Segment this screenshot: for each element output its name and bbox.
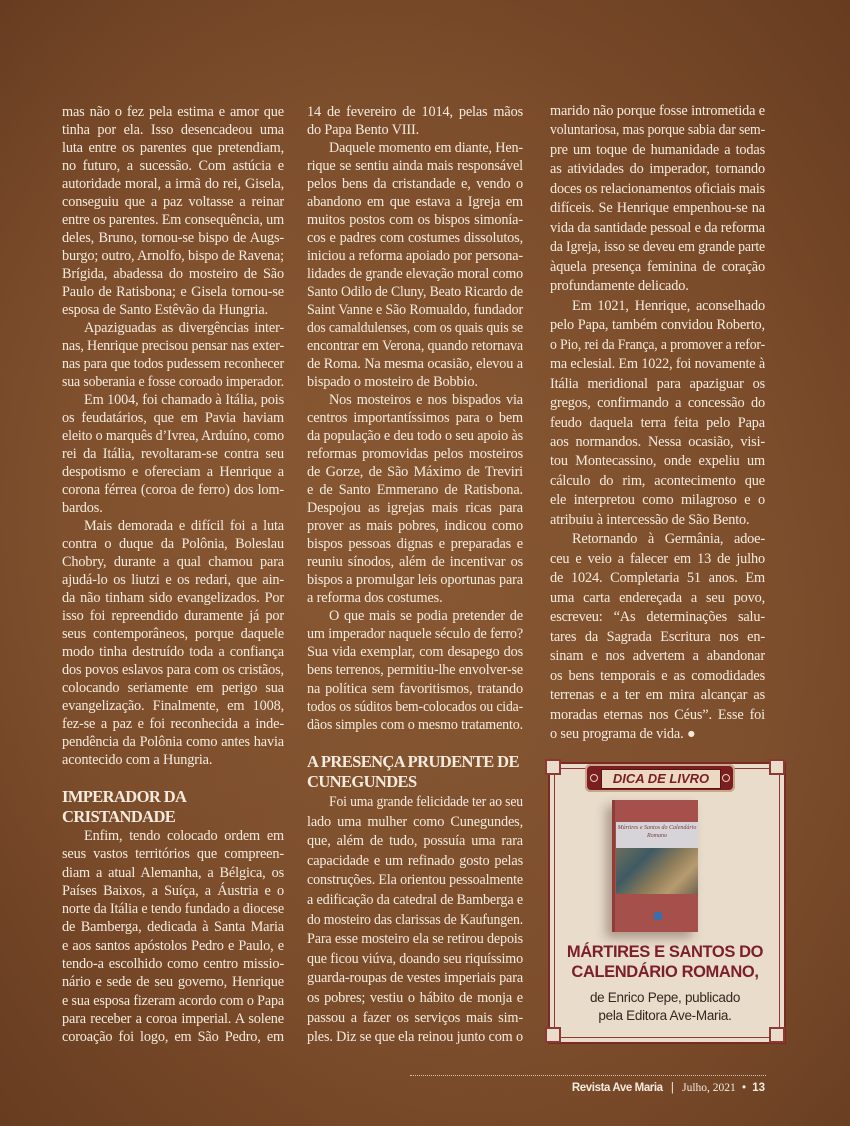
text-line: Retornando à Germânia, adoe- [572, 531, 765, 548]
text-line: as atividades do imperador, tornando [550, 161, 765, 178]
page-footer [572, 1082, 765, 1094]
text-line: tou Montecassino, onde expeliu um [550, 453, 765, 470]
text-line: terrenas e a ter em mira alcançar as [550, 687, 765, 704]
text-line: conseguiu que a paz voltasse a reinar [62, 194, 284, 210]
text-line: Para esse mosteiro ela se retirou depois [307, 931, 523, 948]
text-line: ma eclesial. Em 1022, foi novamente à [550, 356, 765, 373]
text-line: acontecido com a Hungria. [62, 752, 213, 768]
ornament-dot [722, 774, 730, 782]
text-line: da população e deu todo o seu apoio às [307, 428, 523, 445]
text-line: mas não o fez pela estima e amor que [62, 104, 284, 120]
text-line: bens terrenos, permitiu-lhe envolver-se [307, 662, 523, 679]
text-line: rique se sentiu ainda mais responsável [307, 158, 523, 175]
text-line: encontrar em Verona, quando retornava [307, 338, 523, 355]
text-line: Sua vida exemplar, com desapego dos [307, 644, 523, 661]
text-line: reformas promovidas pelos mosteiros [307, 446, 523, 463]
text-line: o seu programa de vida. ● [550, 726, 696, 742]
book-tip-label: DICA DE LIVRO [601, 769, 721, 789]
text-line: contra o duque da Polônia, Boleslau [62, 536, 284, 552]
text-line: no futuro, a sucessão. Com astúcia e [62, 158, 284, 174]
text-line: deles, Bruno, tornou-se bispo de Augs- [62, 230, 284, 246]
text-line: abandono em que estava a Igreja em [307, 194, 523, 211]
text-line: Santo Odilo de Cluny, Beato Ricardo de [307, 284, 523, 301]
text-line: gregos, confirmando a concessão do [550, 395, 765, 412]
text-line: corona férrea (coroa de ferro) dos lom- [62, 482, 284, 498]
text-line: os bens temporais e as comodidades [550, 667, 765, 684]
text-line: feudo daquela terra feita pelo Papa [550, 414, 765, 431]
book-subtitle-line-1: de Enrico Pepe, publicado [589, 990, 741, 1005]
page-number: 13 [752, 1082, 765, 1094]
footer-separator: | [670, 1082, 674, 1094]
text-line: Daquele momento em diante, Hen- [329, 140, 523, 157]
text-line: de Roma. Na mesma ocasião, elevou a [307, 356, 523, 373]
text-line: O que mais se podia pretender de [329, 608, 523, 625]
text-line: norte da Itália e tendo fundado a diocese [62, 901, 284, 918]
text-line: vida da santidade pessoal e da reforma [550, 219, 765, 236]
text-line: Paulo de Ratisbona; e Gisela tornou-se [62, 284, 284, 300]
text-line: difíceis. Se Henrique empenhou-se na [550, 200, 765, 217]
column-1-text-bottom [62, 827, 284, 1047]
text-line: da não tinham sido evangelizados. Por [62, 590, 284, 606]
section-heading-imperador [62, 787, 284, 827]
text-line: sinam e nos advertem a abandonar [550, 648, 765, 665]
text-line: rei da Itália, revoltaram-se contra seu [62, 446, 284, 462]
text-line: Chobry, durante a qual chamou para [62, 554, 284, 570]
text-line: que ficou viúva, doando seu riquíssimo [307, 950, 523, 967]
ornament-corner [769, 759, 785, 775]
text-line: os pobres; vestiu o hábito de monja e [307, 989, 523, 1006]
text-line: voluntariosa, mas porque sabia dar sem- [550, 122, 765, 139]
text-line: lado uma mulher como Cunegundes, [307, 813, 523, 830]
book-title-line-2: CALENDÁRIO ROMANO, [571, 963, 759, 981]
text-line: tendo-a escolhido como centro missio- [62, 956, 284, 973]
book-subtitle-line-2: pela Editora Ave-Maria. [598, 1008, 732, 1023]
text-line: dãos simples com o mesmo tratamento. [307, 716, 523, 733]
text-line: do Papa Bento VIII. [307, 122, 420, 139]
text-line: fez-se a paz e foi reconhecida a inde- [62, 716, 284, 732]
text-line: uma carta endereçada a seu povo, [550, 589, 765, 606]
text-line: e aos santos apóstolos Pedro e Paulo, e [62, 937, 284, 954]
text-line: construções. Ela orientou pessoalmente [307, 872, 523, 889]
text-line: Itália meridional para apaziguar os [550, 375, 765, 392]
text-line: bardos. [62, 500, 103, 516]
text-line: capacidade e um refinado gosto pelas [307, 852, 523, 869]
text-line: bispos pessoas dignas e preparadas e [307, 536, 523, 553]
text-line: marido não porque fosse intrometida e [550, 103, 765, 119]
text-line: luta entre os parentes que pretendiam, [62, 140, 284, 156]
text-line: nário e sede de seu governo, Henrique [62, 974, 284, 991]
text-line: guarda-roupas de vestes imperiais para [307, 970, 523, 987]
text-line: doces os relacionamentos oficiais mais [550, 180, 765, 197]
text-line: um imperador naquele século de ferro? [307, 626, 523, 643]
text-line: nas, Henrique precisou pensar nas exter- [62, 338, 284, 354]
text-line: colocando seriamente em perigo sua [62, 680, 284, 696]
text-line: eleito o marquês d’Ivrea, Arduíno, como [62, 428, 284, 444]
ornament-corner [545, 759, 561, 775]
section-heading-cunegundes [307, 752, 523, 792]
text-line: Mais demorada e difícil foi a luta [84, 518, 284, 534]
heading-line: A PRESENÇA PRUDENTE DE [307, 752, 519, 771]
text-line: para receber a coroa imperial. A solene [62, 1010, 284, 1027]
text-line: ceu e veio a falecer em 13 de julho [550, 550, 765, 567]
text-line: iniciou a reforma apoiado por persona- [307, 248, 523, 265]
book-cover-image [612, 800, 698, 932]
text-line: aos normandos. Nessa ocasião, visi- [550, 433, 765, 450]
text-line: a reforma dos costumes. [307, 590, 443, 607]
text-line: pendência da Polônia como antes havia [62, 734, 284, 750]
text-line: modo tinha destruído toda a confiança [62, 644, 284, 660]
text-line: Brígida, abadessa do mosteiro de São [62, 266, 284, 282]
heading-line: IMPERADOR DA [62, 787, 187, 806]
footer-bullet: • [741, 1082, 746, 1094]
text-line: cálculo do rim, acontecimento que [550, 472, 765, 489]
text-line: despotismo e ofereciam a Henrique a [62, 464, 284, 480]
text-line: de 1024. Completaria 51 anos. Em [550, 570, 765, 587]
column-1-text-top [62, 103, 284, 769]
text-line: evangelização. Finalmente, em 1008, [62, 698, 284, 714]
publisher-logo-icon [654, 912, 662, 920]
text-line: tinha por ela. Isso desencadeou uma [62, 122, 284, 138]
text-line: todos os súditos bem-colocados ou cida- [307, 698, 523, 715]
text-line: centros importantíssimos para o bem [307, 410, 523, 427]
text-line: lidades de grande elevação moral como [307, 266, 523, 283]
text-line: de Gorze, de São Máximo de Treviri [307, 464, 523, 481]
text-line: Em 1004, foi chamado à Itália, pois [84, 392, 284, 408]
text-line: bispos a promulgar leis oportunas para [307, 572, 523, 589]
text-line: pre um toque de humanidade a todas [550, 141, 765, 158]
text-line: cos e padres com costumes dissolutos, [307, 230, 523, 247]
text-line: Apaziguadas as divergências inter- [84, 320, 284, 336]
text-line: entre os parentes. Em consequência, um [62, 212, 284, 228]
text-line: nas para que todos pudessem reconhecer [62, 356, 284, 372]
book-cover-title: Mártires e Santos do Calendário Romano [616, 822, 698, 848]
text-line: diam a atual Alemanha, a Bélgica, os [62, 864, 284, 881]
text-line: ajudá-lo os liutzi e os redari, que ain- [62, 572, 284, 588]
text-line: tares da Sagrada Escritura nos en- [550, 628, 765, 645]
text-line: coroação foi logo, em São Pedro, em [62, 1029, 284, 1046]
column-3-text [550, 102, 765, 744]
text-line: dos povos eslavos para com os cristãos, [62, 662, 284, 678]
text-line: que, além de tudo, possuía uma rara [307, 833, 523, 850]
text-line: Enfim, tendo colocado ordem em [84, 828, 284, 844]
text-line: pelo Papa, também convidou Roberto, [550, 317, 765, 334]
text-line: esposa de Santo Estêvão da Hungria. [62, 302, 268, 318]
text-line: seus contemporâneos, porque daquele [62, 626, 284, 642]
text-line: bispado o mosteiro de Bobbio. [307, 374, 478, 391]
text-line: os feudatários, que em Pavia haviam [62, 410, 284, 426]
text-line: prover as mais pobres, indicou como [307, 518, 523, 535]
heading-line: CRISTANDADE [62, 807, 176, 826]
text-line: reuniu sínodos, além de incentivar os [307, 554, 523, 571]
text-line: Saint Vanne e São Romualdo, fundador [307, 302, 523, 319]
text-line: da Igreja, isso se deveu em grande parte [550, 239, 765, 256]
text-line: 14 de fevereiro de 1014, pelas mãos [307, 104, 523, 120]
text-line: Foi uma grande felicidade ter ao seu [329, 794, 523, 810]
text-line: Países Baixos, a Suíça, a Áustria e o [62, 882, 284, 899]
text-line: de Bamberga, dedicada à Santa Maria [62, 919, 284, 936]
column-2-text-bottom [307, 793, 523, 1048]
text-line: Nos mosteiros e nos bispados via [329, 392, 523, 409]
text-line: sua soberania e fosse coroado imperador. [62, 374, 284, 390]
column-2-text-top [307, 103, 523, 734]
text-line: ele interpretou como milagroso e o [550, 492, 765, 509]
text-line: Em 1021, Henrique, aconselhado [572, 297, 765, 314]
text-line: moradas eternas nos Céus”. Esse foi [550, 706, 765, 723]
text-line: àquela presença feminina de coração [550, 258, 765, 275]
text-line: do mosteiro das clarissas de Kaufungen. [307, 911, 523, 928]
text-line: muitos postos com os bispos simonía- [307, 212, 523, 229]
text-line: e sua esposa fizeram acordo com o Papa [62, 992, 284, 1009]
text-line: Despojou as igrejas mais ricas para [307, 500, 523, 517]
text-line: o Pio, rei da França, a promover a refor- [550, 336, 765, 353]
magazine-name: Revista Ave Maria [571, 1082, 663, 1094]
ornament-corner [545, 1027, 561, 1043]
text-line: ples. Diz se que ela reinou junto com o [307, 1029, 523, 1046]
text-line: isso foi repreendido duramente já por [62, 608, 284, 624]
text-line: seus vastos territórios que compreen- [62, 846, 284, 863]
text-line: escreveu: “As determinações salu- [550, 609, 765, 626]
text-line: pelos bens da cristandade e, vendo o [307, 176, 523, 193]
heading-line: CUNEGUNDES [307, 772, 417, 791]
text-line: dos camaldulenses, com os quais quis se [307, 320, 523, 337]
ornament-dot [590, 774, 598, 782]
text-line: e de Santo Emmerano de Ratisbona. [307, 482, 523, 499]
text-line: na política sem favoritismos, tratando [307, 680, 523, 697]
text-line: autoridade moral, a irmã do rei, Gisela, [62, 176, 284, 192]
book-title-line-1: MÁRTIRES E SANTOS DO [566, 943, 764, 961]
text-line: profundamente delicado. [550, 278, 689, 295]
ornament-corner [769, 1027, 785, 1043]
text-line: burgo; outro, Arnolfo, bispo de Ravena; [62, 248, 284, 264]
book-tip-banner [585, 764, 735, 792]
text-line: passou a fazer os serviços mais sim- [307, 1009, 523, 1026]
text-line: atribuiu à intercessão de São Bento. [550, 511, 750, 528]
book-cover-artwork [616, 848, 698, 894]
footer-divider [410, 1075, 766, 1076]
text-line: a edificação da catedral de Bamberga e [307, 891, 523, 908]
issue-date: Julho, 2021 [682, 1082, 736, 1094]
